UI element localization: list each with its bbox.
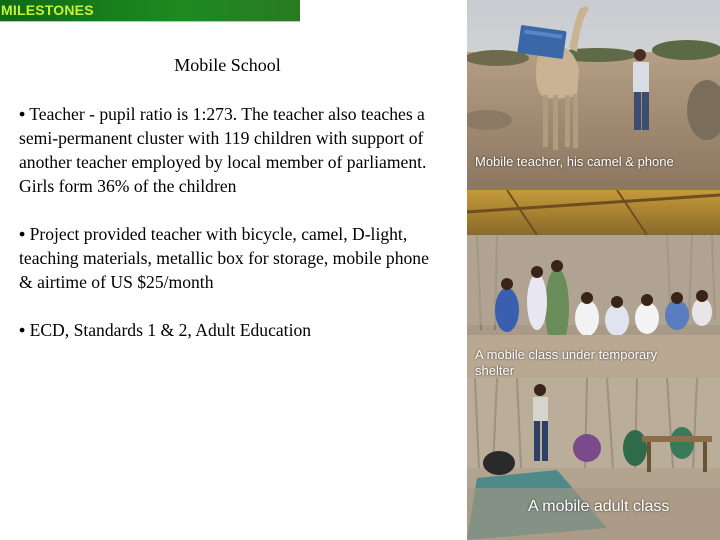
bullet-text: Project provided teacher with bicycle, camel, D-light, teaching materials, metallic box for storage, mobile phone & airtime of US $25/month xyxy=(19,224,429,292)
slide-title: Mobile School xyxy=(174,55,281,75)
photo-mobile-class xyxy=(467,190,720,378)
photo-teacher-camel xyxy=(467,0,720,190)
photo-caption: A mobile adult class xyxy=(528,498,670,515)
bullet-item xyxy=(19,222,444,294)
bullet-text: Teacher - pupil ratio is 1:273. The teacher also teaches a semi-permanent cluster with 119 children with support of another teacher employed by local member of parliament. Girls form 36% of the children xyxy=(19,104,427,196)
milestones-banner xyxy=(0,0,300,22)
bullet-marker: • xyxy=(19,224,26,244)
bullet-item xyxy=(19,318,444,342)
bullet-marker: • xyxy=(19,104,26,124)
bullet-marker: • xyxy=(19,320,26,340)
photo-adult-class xyxy=(467,378,720,540)
bullet-item xyxy=(19,102,444,198)
photo-caption: A mobile class under temporary shelter xyxy=(475,347,658,378)
bullet-text: ECD, Standards 1 & 2, Adult Education xyxy=(29,320,312,340)
banner-label: MILESTONES xyxy=(1,2,94,18)
bullet-list xyxy=(19,102,444,342)
photo-caption: Mobile teacher, his camel & phone xyxy=(475,154,674,169)
